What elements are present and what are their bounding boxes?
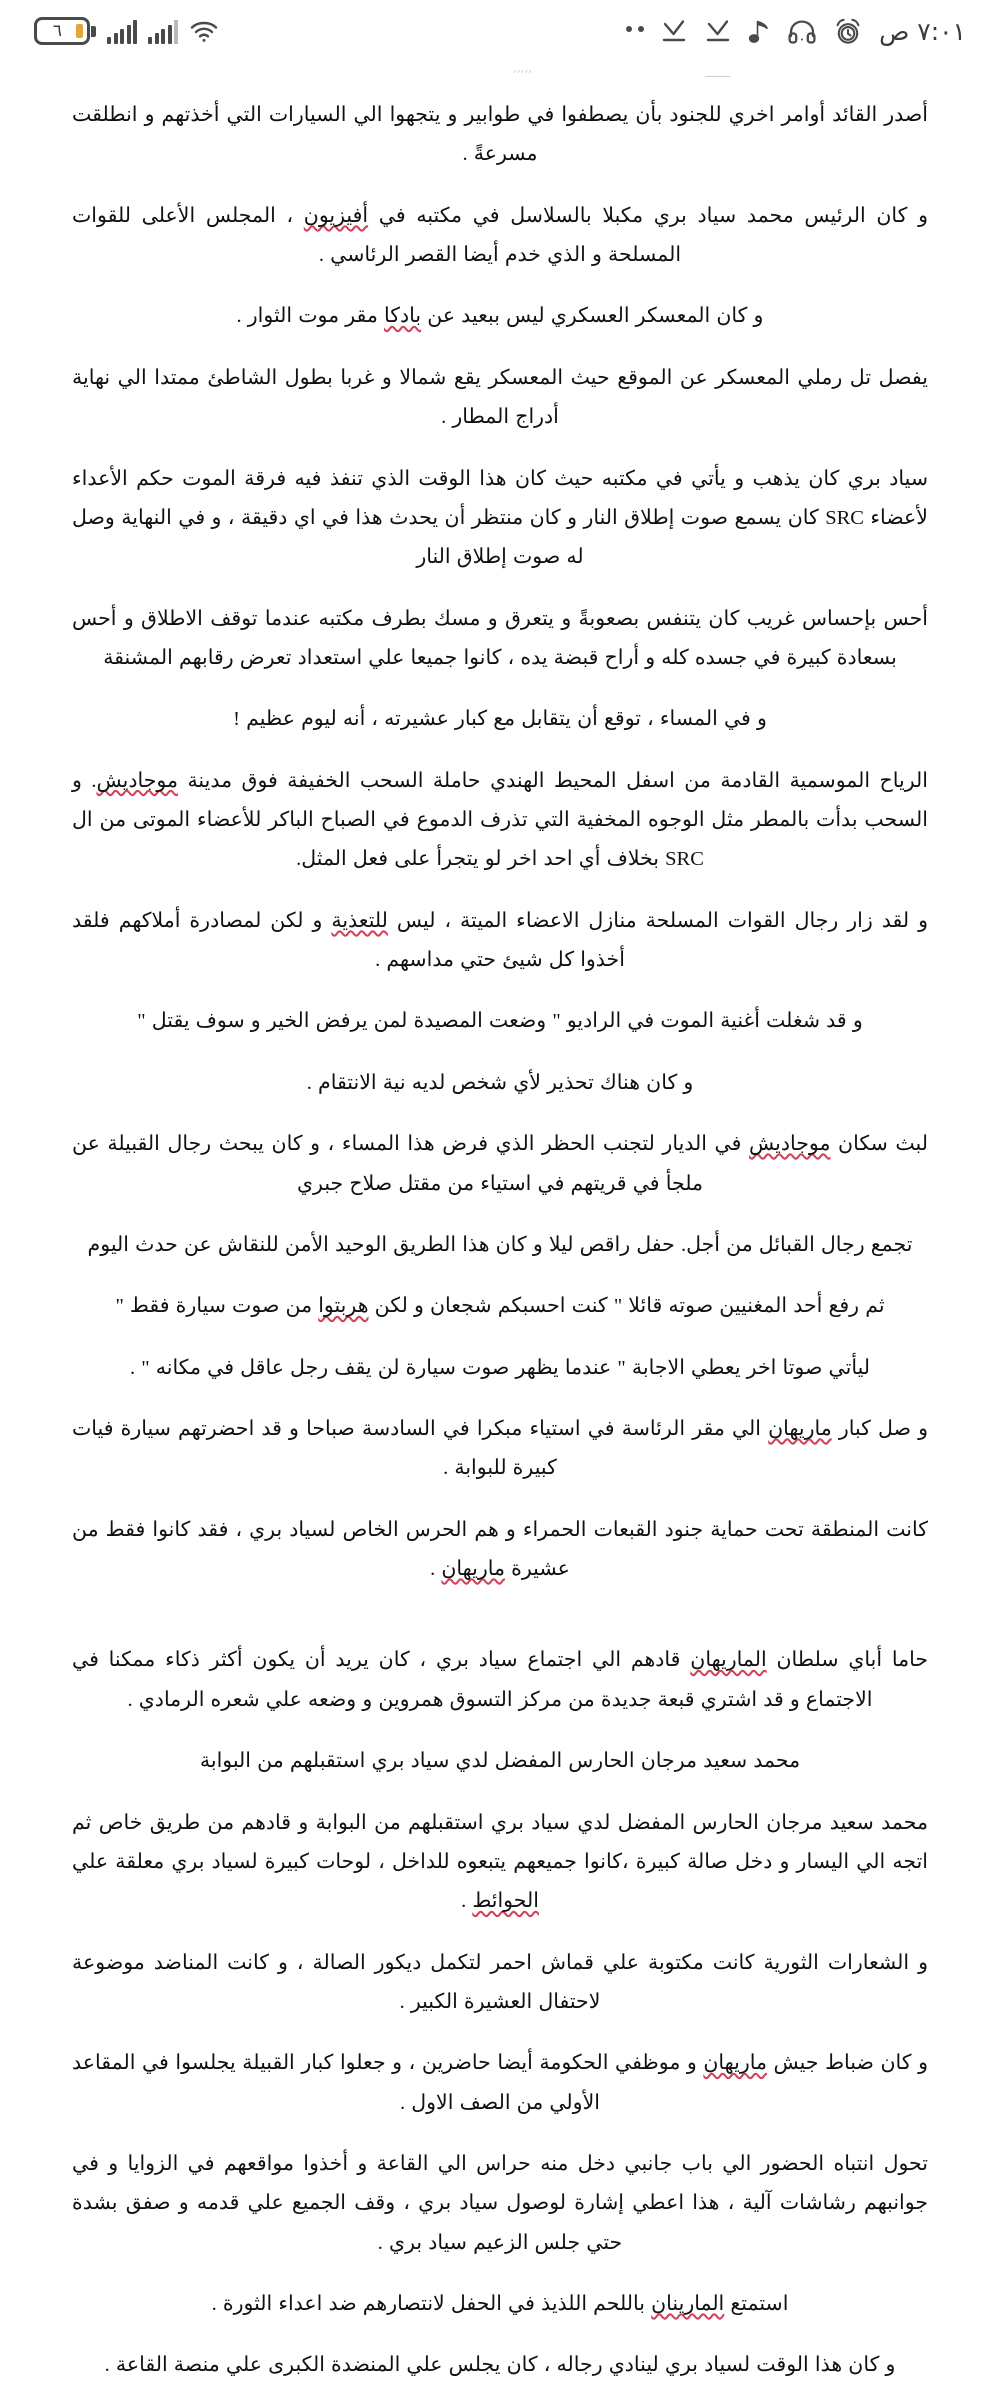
wifi-icon: [189, 18, 219, 44]
spellcheck-underline: ماريهان: [768, 1417, 832, 1440]
alarm-clock-icon: [833, 17, 863, 46]
spellcheck-underline: ماريهان: [703, 2052, 767, 2075]
signal-bars-icon-primary: [107, 18, 137, 44]
spellcheck-underline: بادكا: [384, 305, 422, 328]
scan-artifact-dash: ـــــــ: [705, 66, 730, 80]
paragraph: و قد شغلت أغنية الموت في الراديو " وضعت المصيدة لمن يرفض الخير و سوف يقتل ": [137, 1010, 863, 1033]
spellcheck-underline: موجاديش: [749, 1133, 831, 1156]
paragraph: و كان هذا الوقت لسياد بري لينادي رجاله ، كان يجلس علي المنضدة الكبرى علي منصة القاعة .: [104, 2354, 896, 2377]
status-bar-right-group: [626, 17, 966, 46]
spellcheck-underline: الحوائط: [472, 1890, 539, 1913]
paragraph: و الشعارات الثورية كانت مكتوبة علي قماش احمر لتكمل ديكور الصالة ، و كانت المناضد موضوعة لاحتفال العشيرة الكبير .: [72, 1951, 928, 2013]
paragraph: أحس بإحساس غريب كان يتنفس بصعوبةً و يتعرق و مسك بطرف مكتبه عندما توقف الاطلاق و أحس بسعادة كبيرة في جسده كله و أراح قبضة يده ، كانوا جميعا علي استعداد تعرض رقابهم المشنقة: [72, 607, 928, 669]
spellcheck-underline: المارينان: [651, 2293, 725, 2316]
paragraph: سياد بري كان يذهب و يأتي في مكتبه حيث كان هذا الوقت الذي تنفذ فيه فرقة الموت حكم الأعداء لأعضاء SRC كان يسمع صوت إطلاق النار و كان منتظر أن يحدث هذا في اي دقيقة ، و في النهاية وصل له صوت إطلاق النار: [72, 467, 928, 569]
paragraph: و كان الرئيس محمد سياد بري مكبلا بالسلاسل في مكتبه في أفيزيون ، المجلس الأعلى للقوات المسلحة و الذي خدم أيضا القصر الرئاسي .: [72, 204, 928, 267]
paragraph: محمد سعيد مرجان الحارس المفضل لدي سياد بري استقبلهم من البوابة و قادهم من طريق خاص ثم اتجه الي اليسار و دخل صالة كبيرة ،كانوا جميعهم يتبعوه للداخل ، لوحات كبيرة لسياد بري معلقة علي الحوائط .: [72, 1811, 928, 1913]
battery-cap: [91, 26, 96, 37]
music-note-icon: [748, 18, 771, 45]
paragraph: استمتع المارينان باللحم اللذيذ في الحفل لانتصارهم ضد اعداء الثورة .: [211, 2293, 789, 2316]
paragraph: و في المساء ، توقع أن يتقابل مع كبار عشيرته ، أنه ليوم عظيم !: [233, 708, 767, 731]
paragraph: و كان هناك تحذير لأي شخص لديه نية الانتقام .: [306, 1071, 694, 1094]
headphones-icon: [787, 18, 817, 45]
signal-bars-icon-secondary: [148, 18, 178, 44]
spellcheck-underline: الماريهان: [690, 1649, 767, 1672]
scan-artifact-dots: ٬٬٬٬٬: [512, 68, 532, 82]
status-bar: [0, 0, 1000, 62]
battery-level-fill: [76, 24, 83, 38]
status-bar-clock: ٧:٠١ ص: [879, 16, 966, 46]
battery-level-text: ٦: [52, 20, 63, 41]
more-dots-icon: [626, 26, 644, 36]
paragraph: كانت المنطقة تحت حماية جنود القبعات الحمراء و هم الحرس الخاص لسياد بري ، فقد كانوا فقط من عشيرة ماريهان .: [72, 1518, 928, 1581]
paragraph: يفصل تل رملي المعسكر عن الموقع حيث المعسكر يقع شمالا و غربا بطول الشاطئ ممتدا الي نهاية أدراج المطار .: [72, 366, 928, 429]
download-check-icon-1: [660, 18, 688, 44]
paragraph: تجمع رجال القبائل من أجل. حفل راقص ليلا و كان هذا الطريق الوحيد الأمن للنقاش عن حدث اليوم: [87, 1233, 913, 1256]
paragraph: ثم رفع أحد المغنيين صوته قائلا " كنت احسبكم شجعان و لكن هربتوا من صوت سيارة فقط ": [115, 1295, 885, 1318]
spellcheck-underline: موجاديش: [96, 769, 178, 792]
paragraph: تحول انتباه الحضور الي باب جانبي دخل منه حراس الي القاعة و أخذوا مواقعهم في الزوايا و في جوانبهم رشاشات آلية ، هذا اعطي إشارة لوصول سياد بري ، وقف الجميع علي قدمه و صفق بشدة حتي جلس الزعيم سياد بري .: [72, 2153, 928, 2254]
paragraph: لبث سكان موجاديش في الديار لتجنب الحظر الذي فرض هذا المساء ، و كان يبحث رجال القبيلة عن ملجأ في قريتهم في استياء من مقتل صلاح جبري: [72, 1133, 928, 1195]
spellcheck-underline: هربتوا: [318, 1295, 369, 1318]
paragraph: و صل كبار ماريهان الي مقر الرئاسة في استياء مبكرا في السادسة صباحا و قد احضرتهم سيارة فيات كبيرة للبوابة .: [72, 1417, 928, 1480]
spellcheck-underline: أفيزيون: [303, 204, 369, 227]
document-body: [0, 62, 1000, 2408]
spellcheck-underline: للتعذية: [331, 909, 388, 932]
paragraph: أصدر القائد أوامر اخري للجنود بأن يصطفوا في طوابير و يتجهوا الي السيارات التي أخذتهم و انطلقت مسرعةً .: [72, 104, 928, 166]
status-bar-left-group: [34, 16, 219, 46]
download-check-icon-2: [704, 18, 732, 44]
spellcheck-underline: ماريهان: [441, 1558, 505, 1581]
paragraph: محمد سعيد مرجان الحارس المفضل لدي سياد بري استقبلهم من البوابة: [199, 1750, 801, 1773]
battery-body: [34, 17, 90, 45]
paragraph: ليأتي صوتا اخر يعطي الاجابة " عندما يظهر صوت سيارة لن يقف رجل عاقل في مكانه " .: [130, 1356, 870, 1379]
paragraph: و كان المعسكر العسكري ليس ببعيد عن بادكا مقر موت الثوار .: [236, 305, 764, 328]
paragraph: الرياح الموسمية القادمة من اسفل المحيط الهندي حاملة السحب الخفيفة فوق مدينة موجاديش. و السحب بدأت بالمطر مثل الوجوه المخفية التي تذرف الدموع في الصباح الباكر للأعضاء الموتى من ال SRC بخلاف أي احد اخر لو يتجرأ على فعل المثل.: [72, 769, 928, 871]
paragraph: و كان ضباط جيش ماريهان و موظفي الحكومة أيضا حاضرين ، و جعلوا كبار القبيلة يجلسوا في المقاعد الأولي من الصف الاول .: [72, 2052, 928, 2114]
battery-icon: [34, 16, 96, 46]
paragraph: حاما أباي سلطان الماريهان قادهم الي اجتماع سياد بري ، كان يريد أن يكون أكثر ذكاء ممكنا في الاجتماع و قد اشتري قبعة جديدة من مركز التسوق همروين و وضعه علي شعره الرمادي .: [72, 1649, 928, 1711]
paragraph: و لقد زار رجال القوات المسلحة منازل الاعضاء الميتة ، ليس للتعذية و لكن لمصادرة أملاكهم فلقد أخذوا كل شيئ حتي مداسهم .: [72, 909, 928, 972]
